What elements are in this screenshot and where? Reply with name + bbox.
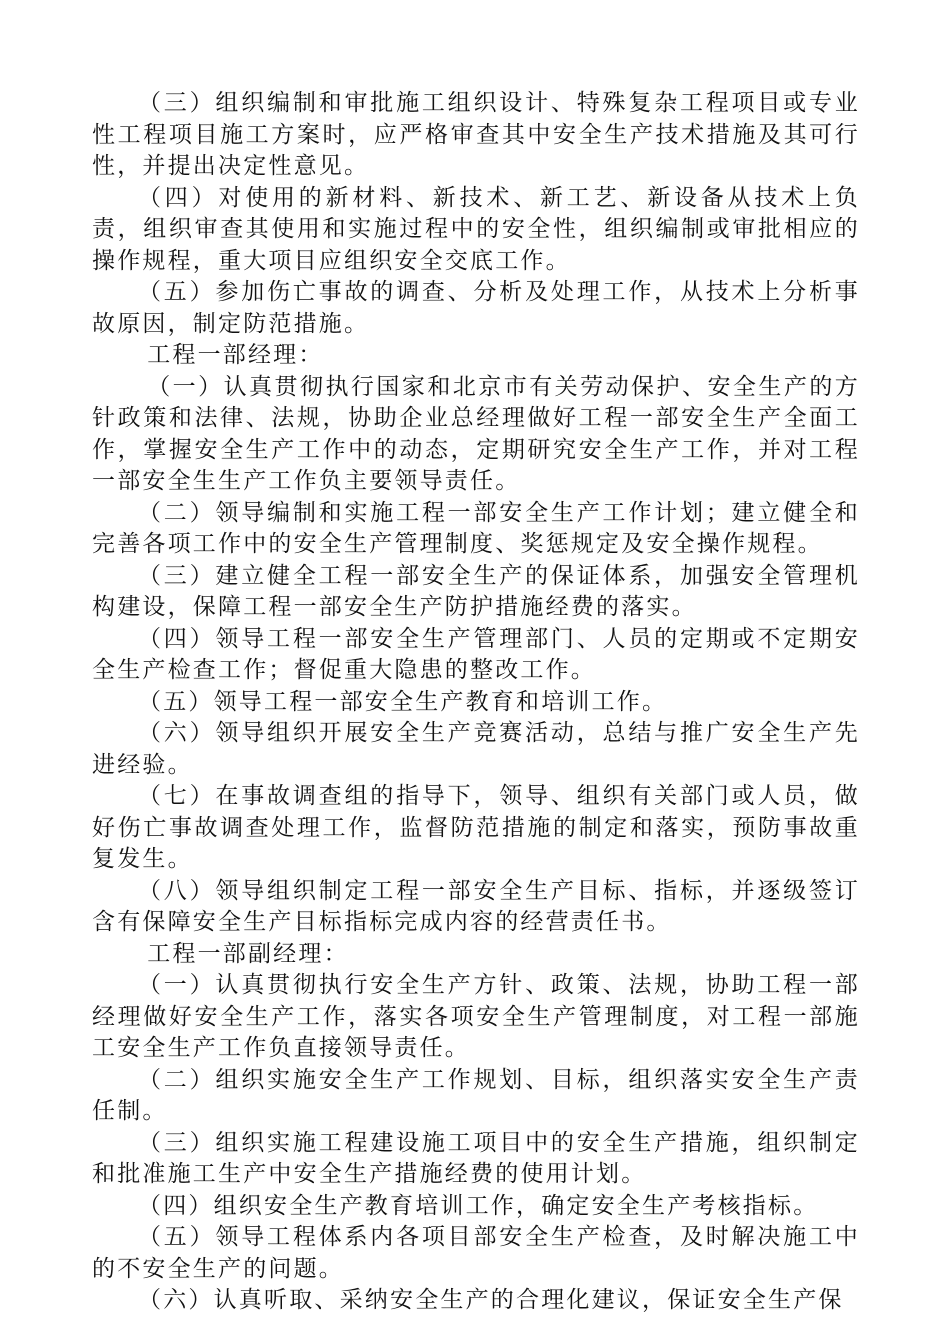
paragraph: （六）领导组织开展安全生产竞赛活动，总结与推广安全生产先进经验。 xyxy=(92,720,860,778)
paragraph: （六）认真听取、采纳安全生产的合理化建议，保证安全生产保 xyxy=(138,1287,844,1313)
paragraph: （四）对使用的新材料、新技术、新工艺、新设备从技术上负责，组织审查其使用和实施过程中的安全性，组织编制或审批相应的操作规程，重大项目应组织安全交底工作。 xyxy=(92,184,860,274)
paragraph: （一）认真贯彻执行国家和北京市有关劳动保护、安全生产的方针政策和法律、法规，协助企业总经理做好工程一部安全生产全面工作，掌握安全生产工作中的动态，定期研究安全生产工作，并对工程一部安全生生产工作负主要领导责任。 xyxy=(92,373,860,494)
paragraph: （一）认真贯彻执行安全生产方针、政策、法规，协助工程一部经理做好安全生产工作，落实各项安全生产管理制度，对工程一部施工安全生产工作负直接领导责任。 xyxy=(92,972,860,1061)
paragraph: （五）领导工程一部安全生产教育和培训工作。 xyxy=(138,688,668,715)
paragraph: （八）领导组织制定工程一部安全生产目标、指标，并逐级签订含有保障安全生产目标指标完成内容的经营责任书。 xyxy=(92,877,860,935)
paragraph: （二）组织实施安全生产工作规划、目标，组织落实安全生产责任制。 xyxy=(92,1066,860,1124)
paragraph: （三）建立健全工程一部安全生产的保证体系，加强安全管理机构建设，保障工程一部安全生产防护措施经费的落实。 xyxy=(92,562,860,620)
paragraph: （五）参加伤亡事故的调查、分析及处理工作，从技术上分析事故原因，制定防范措施。 xyxy=(92,279,860,337)
paragraph: （二）领导编制和实施工程一部安全生产工作计划；建立健全和完善各项工作中的安全生产管理制度、奖惩规定及安全操作规程。 xyxy=(92,499,860,557)
document-page xyxy=(92,88,860,1317)
section-heading: 工程一部经理： xyxy=(147,342,324,368)
paragraph: （三）组织实施工程建设施工项目中的安全生产措施，组织制定和批准施工生产中安全生产措施经费的使用计划。 xyxy=(92,1129,860,1187)
paragraph: （四）领导工程一部安全生产管理部门、人员的定期或不定期安全生产检查工作；督促重大隐患的整改工作。 xyxy=(92,625,860,683)
paragraph: （四）组织安全生产教育培训工作，确定安全生产考核指标。 xyxy=(138,1192,819,1219)
paragraph: （三）组织编制和审批施工组织设计、特殊复杂工程项目或专业性工程项目施工方案时，应严格审查其中安全生产技术措施及其可行性，并提出决定性意见。 xyxy=(92,90,860,179)
section-heading: 工程一部副经理： xyxy=(147,940,349,967)
paragraph: （五）领导工程体系内各项目部安全生产检查，及时解决施工中的不安全生产的问题。 xyxy=(92,1224,860,1282)
paragraph: （七）在事故调查组的指导下，领导、组织有关部门或人员，做好伤亡事故调查处理工作，监督防范措施的制定和落实，预防事故重复发生。 xyxy=(92,783,860,872)
